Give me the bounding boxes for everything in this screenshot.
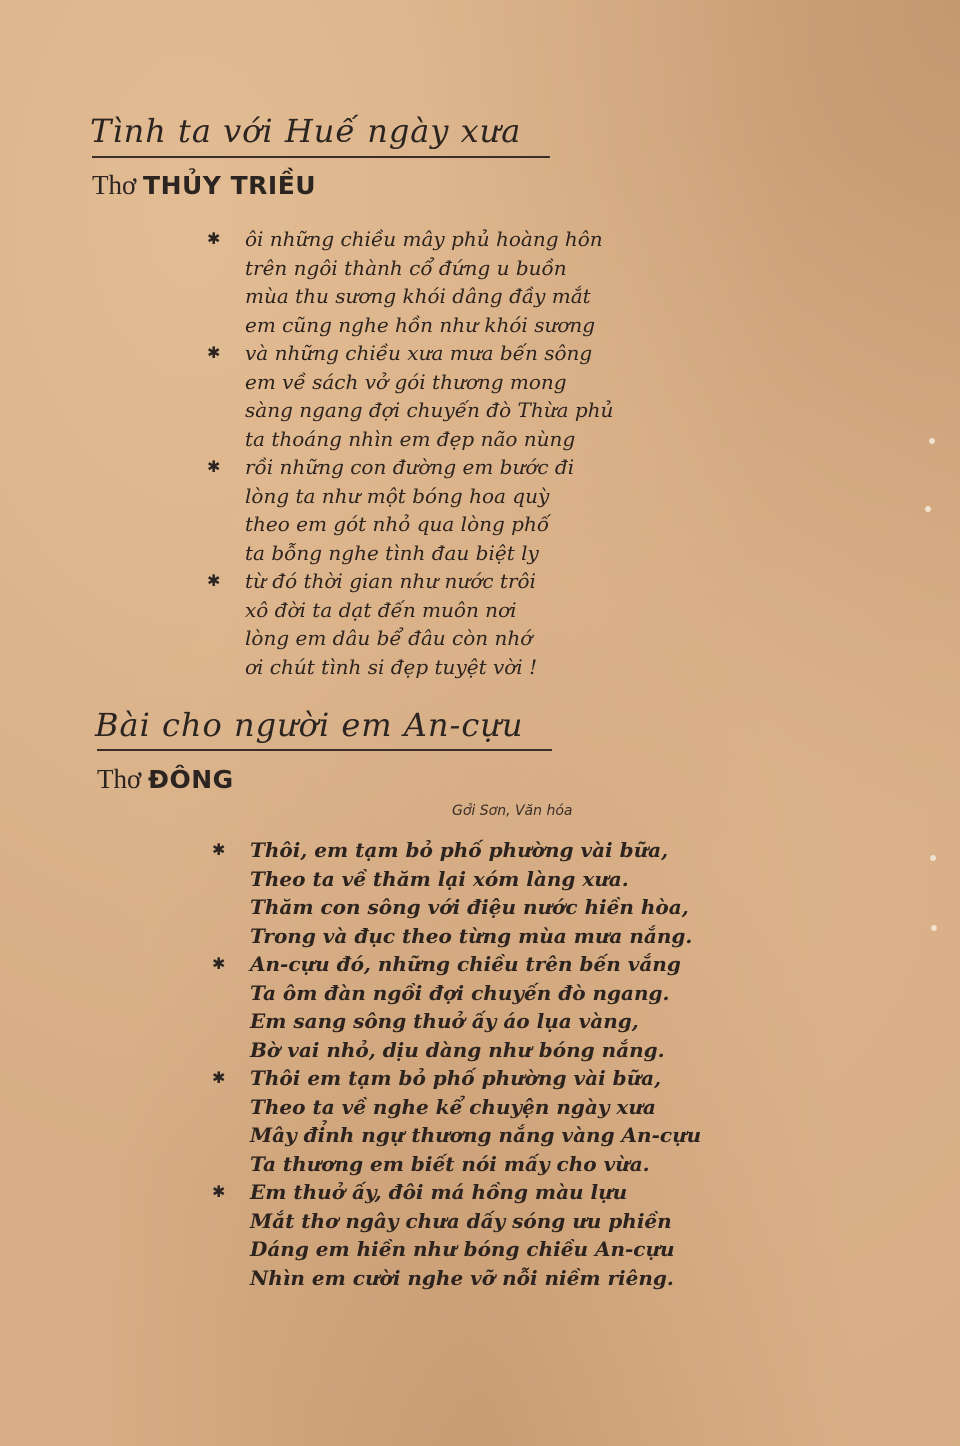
verse-line: Em sang sông thuở ấy áo lụa vàng, <box>250 1009 639 1033</box>
stanza <box>212 836 701 950</box>
stanza <box>207 225 613 339</box>
stanza <box>212 1064 702 1178</box>
verse-line: Ta thương em biết nói mấy cho vừa. <box>250 1151 650 1176</box>
verse-line: ta thoáng nhìn em đẹp não nùng <box>245 426 576 451</box>
stanza <box>212 950 701 1064</box>
stanza <box>207 453 613 567</box>
byline-prefix: Thơ <box>92 170 137 200</box>
paper-speck <box>929 438 935 444</box>
verse-line: Bờ vai nhỏ, dịu dàng như bóng nắng. <box>250 1037 665 1062</box>
star-bullet-icon: ✱ <box>207 343 221 362</box>
stanza <box>207 339 614 453</box>
poem-title: Tình ta với Huế ngày xưa <box>90 112 522 150</box>
star-bullet-icon: ✱ <box>212 1068 226 1087</box>
verse-line: Theo ta về nghe kể chuyện ngày xưa <box>250 1094 656 1119</box>
title-underline <box>97 749 552 751</box>
verse-line: rồi những con đường em bước đi <box>245 455 575 479</box>
poem-title: Bài cho người em An-cựu <box>95 706 524 744</box>
verse-line: Ta ôm đàn ngồi đợi chuyến đò ngang. <box>250 980 670 1005</box>
verse-line: từ đó thời gian như nước trôi <box>245 569 536 593</box>
verse-line: ta bỗng nghe tình đau biệt ly <box>245 540 539 565</box>
star-bullet-icon: ✱ <box>212 840 226 859</box>
verse-line: Mắt thơ ngây chưa dấy sóng ưu phiền <box>250 1208 672 1233</box>
verse-line: mùa thu sương khói dâng đầy mắt <box>245 284 591 308</box>
verse-line: Thôi, em tạm bỏ phố phường vài bữa, <box>250 838 669 862</box>
verse-line: theo em gót nhỏ qua lòng phố <box>245 512 550 536</box>
verse-line: Em thuở ấy, đôi má hồng màu lựu <box>250 1180 628 1204</box>
verse-line: Thôi em tạm bỏ phố phường vài bữa, <box>250 1066 662 1090</box>
paper-speck <box>925 506 931 512</box>
verse-line: Thăm con sông với điệu nước hiền hòa, <box>250 895 689 919</box>
verse-line: lòng ta như một bóng hoa quỳ <box>245 483 550 508</box>
verse-line: và những chiều xưa mưa bến sông <box>245 341 593 365</box>
verse-line: sàng ngang đợi chuyến đò Thừa phủ <box>245 398 614 422</box>
poem-body <box>207 225 614 681</box>
verse-line: Trong và đục theo từng mùa mưa nắng. <box>250 923 693 948</box>
poet-name: ĐÔNG <box>148 765 234 794</box>
star-bullet-icon: ✱ <box>207 457 221 476</box>
verse-line: Theo ta về thăm lại xóm làng xưa. <box>250 866 629 891</box>
title-underline <box>92 156 550 158</box>
poet-name: THỦY TRIỀU <box>143 171 317 200</box>
verse-line: lòng em dâu bể đâu còn nhớ <box>245 626 533 650</box>
verse-line: An-cựu đó, những chiều trên bến vắng <box>250 952 681 976</box>
verse-line: em cũng nghe hồn như khói sương <box>245 312 596 337</box>
verse-line: Dáng em hiền như bóng chiều An-cựu <box>250 1237 675 1261</box>
stanza <box>212 1178 701 1292</box>
star-bullet-icon: ✱ <box>207 571 221 590</box>
poet-byline <box>92 170 316 201</box>
star-bullet-icon: ✱ <box>207 229 221 248</box>
verse-line: trên ngôi thành cổ đứng u buồn <box>245 255 567 280</box>
verse-line: Mây đỉnh ngự thương nắng vàng An-cựu <box>250 1123 702 1147</box>
paper-speck <box>930 855 936 861</box>
poem-body <box>212 836 702 1292</box>
poet-byline <box>97 764 234 795</box>
verse-line: ôi những chiều mây phủ hoàng hôn <box>245 227 603 251</box>
verse-line: ơi chút tình si đẹp tuyệt vời ! <box>245 654 538 679</box>
verse-line: em về sách vở gói thương mong <box>245 369 567 394</box>
star-bullet-icon: ✱ <box>212 1182 226 1201</box>
star-bullet-icon: ✱ <box>212 954 226 973</box>
stanza <box>207 567 613 681</box>
verse-line: xô đời ta dạt đến muôn nơi <box>245 597 517 622</box>
dedication: Gởi Sơn, Văn hóa <box>452 803 573 819</box>
paper-speck <box>931 925 937 931</box>
byline-prefix: Thơ <box>97 764 142 794</box>
verse-line: Nhìn em cười nghe vỡ nỗi niềm riêng. <box>250 1265 674 1290</box>
